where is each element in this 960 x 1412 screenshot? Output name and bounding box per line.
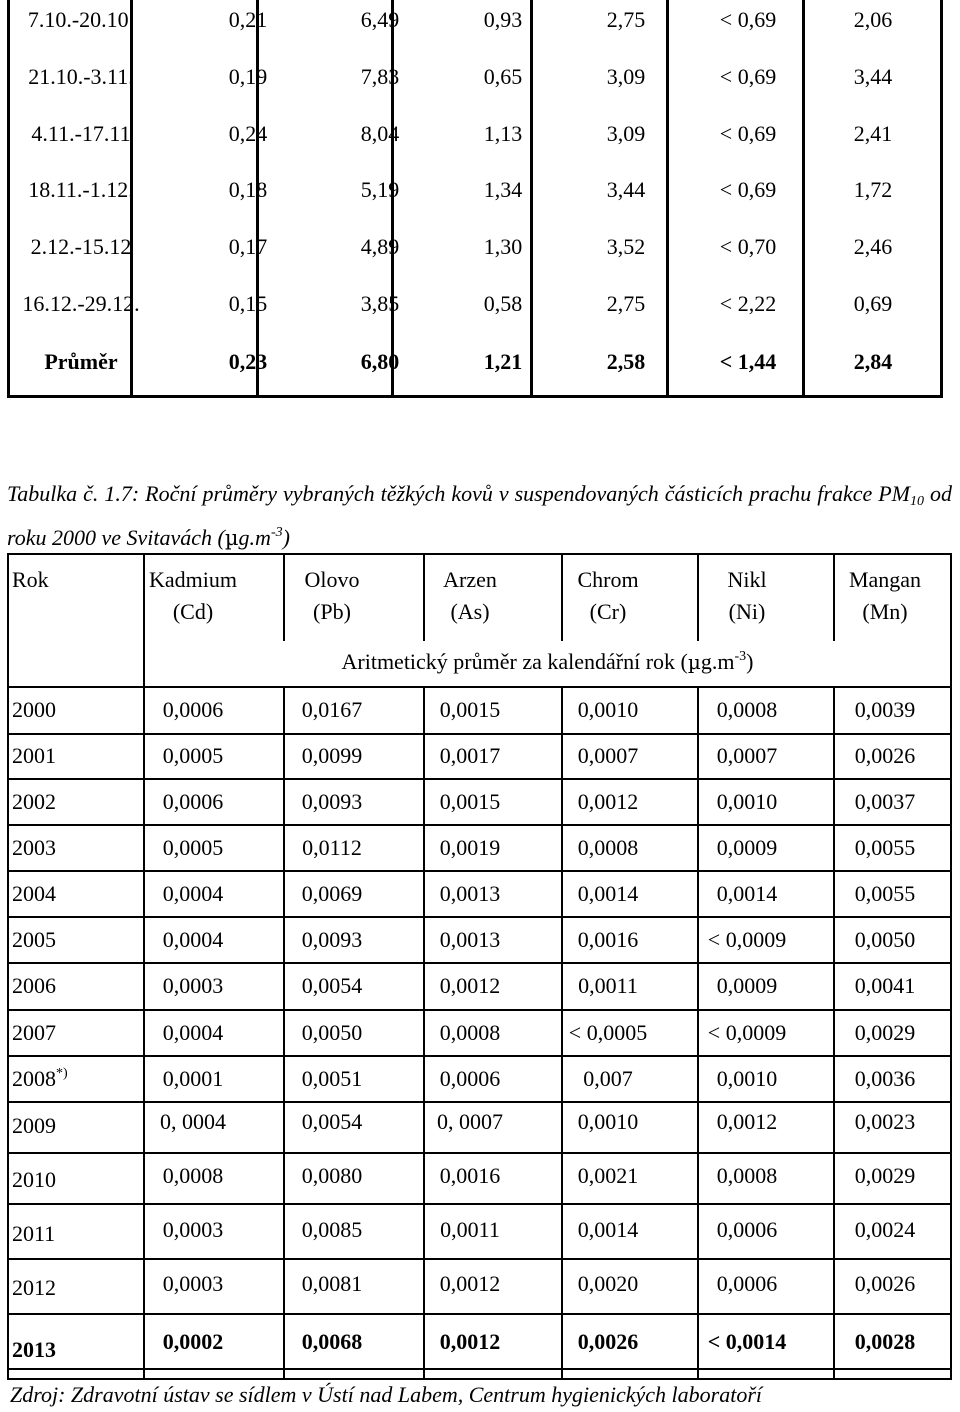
header-mangan: Mangan: [848, 567, 922, 592]
average-value: 2,58: [606, 349, 646, 374]
value-cell: 0,0003: [162, 973, 224, 998]
period-cell: 21.10.-3.11.: [28, 64, 134, 89]
value-cell: 0,0003: [162, 1271, 224, 1296]
year-cell: [12, 1113, 132, 1139]
value-cell: 0,0004: [162, 927, 224, 952]
value-cell: 0,0004: [162, 881, 224, 906]
year-label: 2002: [12, 789, 56, 814]
year-label: 2007: [12, 1020, 56, 1045]
value-cell: < 0,0009: [707, 927, 787, 952]
value-cell: 0,0036: [854, 1066, 916, 1091]
value-cell: 0,0004: [162, 1020, 224, 1045]
caption-exponent: -3: [270, 525, 283, 540]
year-label: 2012: [12, 1275, 56, 1300]
row-divider: [7, 686, 952, 688]
header-symbol: (Mn): [862, 599, 908, 624]
value-cell: 0,0026: [854, 743, 916, 768]
year-cell: [12, 927, 132, 953]
year-label: 2011: [12, 1221, 56, 1246]
average-value: 1,21: [483, 349, 523, 374]
value-cell: 0,0007: [577, 743, 639, 768]
value-cell: 0,0006: [439, 1066, 501, 1091]
value-cell: 0,69: [853, 291, 893, 316]
value-cell: 0,65: [483, 64, 523, 89]
bottom-table: [7, 553, 952, 1380]
value-cell: 0,0005: [162, 743, 224, 768]
row-divider: [7, 1368, 952, 1370]
header-kadmium: Kadmium: [149, 567, 237, 592]
value-cell: 0,007: [583, 1066, 633, 1091]
row-divider: [7, 870, 952, 872]
year-label: 2009: [12, 1113, 56, 1138]
value-cell: 0,0015: [439, 697, 501, 722]
value-cell: 0,0016: [439, 1163, 501, 1188]
year-label: 2008: [12, 1066, 56, 1091]
value-cell: < 0,0005: [568, 1020, 648, 1045]
value-cell: 0,0013: [439, 927, 501, 952]
value-cell: 0,0050: [854, 927, 916, 952]
value-cell: 0,0041: [854, 973, 916, 998]
year-cell: [12, 973, 132, 999]
value-cell: 0,0020: [577, 1271, 639, 1296]
value-cell: 2,75: [606, 291, 646, 316]
year-cell: [12, 1020, 132, 1046]
value-cell: < 0,0009: [707, 1020, 787, 1045]
row-divider: [7, 778, 952, 780]
value-cell: 0,0029: [854, 1163, 916, 1188]
value-cell: 7,83: [360, 64, 400, 89]
value-cell: 0,0016: [577, 927, 639, 952]
value-cell: 1,34: [483, 177, 523, 202]
value-cell: 0,0023: [854, 1109, 916, 1134]
value-cell: 0,0001: [162, 1066, 224, 1091]
table-caption: [7, 476, 952, 556]
column-divider: [7, 553, 9, 1380]
value-cell: 0,0026: [577, 1329, 639, 1354]
value-cell: 0,0054: [301, 973, 363, 998]
value-cell: < 0,69: [719, 64, 777, 89]
row-divider: [7, 916, 952, 918]
value-cell: 8,04: [360, 121, 400, 146]
year-cell: [12, 881, 132, 907]
value-cell: 0,0003: [162, 1217, 224, 1242]
year-cell: [12, 1167, 132, 1193]
value-cell: 1,72: [853, 177, 893, 202]
value-cell: 2,75: [606, 7, 646, 32]
average-value: 6,80: [360, 349, 400, 374]
caption-text-2: od roku 2000 ve Svitavách (: [7, 481, 953, 550]
value-cell: 1,13: [483, 121, 523, 146]
value-cell: 0,0010: [577, 697, 639, 722]
value-cell: 0,0006: [162, 697, 224, 722]
value-cell: 0,0008: [716, 697, 778, 722]
value-cell: 3,09: [606, 121, 646, 146]
header-rok: Rok: [12, 567, 49, 592]
value-cell: 6,49: [360, 7, 400, 32]
value-cell: 3,85: [360, 291, 400, 316]
header-symbol: (Ni): [728, 599, 766, 624]
value-cell: 0,58: [483, 291, 523, 316]
value-cell: 0,24: [228, 121, 268, 146]
row-divider: [7, 553, 952, 555]
value-cell: 0,0024: [854, 1217, 916, 1242]
period-cell: 16.12.-29.12.: [22, 291, 140, 316]
value-cell: 0,0068: [301, 1329, 363, 1354]
value-cell: < 0,69: [719, 177, 777, 202]
value-cell: 0,0037: [854, 789, 916, 814]
average-value: 0,23: [228, 349, 268, 374]
value-cell: < 0,69: [719, 121, 777, 146]
value-cell: 0,0093: [301, 789, 363, 814]
value-cell: 4,89: [360, 234, 400, 259]
row-divider: [7, 1101, 952, 1103]
value-cell: 0,0008: [716, 1163, 778, 1188]
value-cell: 0,0081: [301, 1271, 363, 1296]
header-symbol: (Pb): [313, 599, 351, 624]
subheader-close: ): [746, 649, 754, 674]
value-cell: 0,0009: [716, 973, 778, 998]
value-cell: 2,41: [853, 121, 893, 146]
year-cell: [12, 1275, 132, 1301]
value-cell: 0,0021: [577, 1163, 639, 1188]
value-cell: 0,0017: [439, 743, 501, 768]
value-cell: 0,19: [228, 64, 268, 89]
year-label: 2010: [12, 1167, 56, 1192]
value-cell: 0,0010: [716, 789, 778, 814]
value-cell: 0,0012: [577, 789, 639, 814]
caption-unit: g.m: [238, 525, 271, 550]
value-cell: 0,0014: [716, 881, 778, 906]
value-cell: < 2,22: [719, 291, 777, 316]
value-cell: 0,0002: [162, 1329, 224, 1354]
value-cell: 0,0055: [854, 881, 916, 906]
value-cell: < 0,0014: [707, 1329, 787, 1354]
column-divider: [950, 553, 952, 1380]
caption-text: Tabulka č. 1.7: Roční průměry vybraných těžkých kovů v suspendovaných částicích prachu frakce PM: [7, 481, 911, 506]
value-cell: 0,0006: [716, 1271, 778, 1296]
period-cell: 7.10.-20.10.: [27, 7, 135, 32]
top-table: [7, 0, 943, 398]
year-label: 2004: [12, 881, 56, 906]
row-divider: [7, 824, 952, 826]
year-label: 2000: [12, 697, 56, 722]
value-cell: 0,0085: [301, 1217, 363, 1242]
row-divider: [7, 1258, 952, 1260]
row-divider: [7, 1055, 952, 1057]
header-symbol: (As): [450, 599, 490, 624]
value-cell: 0,0112: [302, 835, 362, 860]
value-cell: 0,0012: [716, 1109, 778, 1134]
subheader-text: Aritmetický průměr za kalendářní rok (: [341, 649, 688, 674]
value-cell: 0,0015: [439, 789, 501, 814]
source-note: Zdroj: Zdravotní ústav se sídlem v Ústí nad Labem, Centrum hygienických laboratoří: [10, 1382, 763, 1407]
value-cell: 3,52: [606, 234, 646, 259]
value-cell: 0,21: [228, 7, 268, 32]
year-label: 2013: [12, 1337, 56, 1362]
caption-pm-subscript: 10: [910, 494, 925, 509]
row-divider: [7, 1009, 952, 1011]
value-cell: 0, 0004: [160, 1109, 226, 1134]
caption-close: ): [282, 525, 290, 550]
year-label: 2006: [12, 973, 56, 998]
value-cell: 0,0019: [439, 835, 501, 860]
value-cell: < 0,70: [719, 234, 777, 259]
value-cell: 0,0055: [854, 835, 916, 860]
value-cell: 0,0011: [440, 1217, 500, 1242]
year-cell: [12, 835, 132, 861]
value-cell: 3,44: [606, 177, 646, 202]
value-cell: 0,0054: [301, 1109, 363, 1134]
row-divider: [7, 1203, 952, 1205]
period-cell: 2.12.-15.12: [30, 234, 132, 259]
header-chrom: Chrom: [577, 567, 639, 592]
value-cell: 2,06: [853, 7, 893, 32]
average-value: < 1,44: [719, 349, 777, 374]
header-arzen: Arzen: [443, 567, 497, 592]
average-value: 2,84: [853, 349, 893, 374]
value-cell: 0,0012: [439, 1329, 501, 1354]
value-cell: 0,17: [228, 234, 268, 259]
value-cell: 0,0028: [854, 1329, 916, 1354]
value-cell: 0,0008: [439, 1020, 501, 1045]
value-cell: < 0,69: [719, 7, 777, 32]
column-divider: [143, 553, 145, 1380]
value-cell: 0,0007: [716, 743, 778, 768]
value-cell: 0,0099: [301, 743, 363, 768]
value-cell: 0,0093: [301, 927, 363, 952]
year-cell: [12, 1221, 132, 1247]
year-label: 2001: [12, 743, 56, 768]
unit-subheader: [143, 649, 952, 675]
value-cell: 0,0029: [854, 1020, 916, 1045]
header-symbol: (Cr): [589, 599, 627, 624]
value-cell: 0, 0007: [437, 1109, 503, 1134]
value-cell: 0,0010: [716, 1066, 778, 1091]
value-cell: 3,44: [853, 64, 893, 89]
average-label: Průměr: [44, 349, 118, 374]
subheader-mu: µ: [687, 650, 701, 674]
value-cell: 0,0006: [162, 789, 224, 814]
value-cell: 0,0012: [439, 1271, 501, 1296]
value-cell: 0,0008: [162, 1163, 224, 1188]
value-cell: 0,0011: [578, 973, 638, 998]
value-cell: 0,18: [228, 177, 268, 202]
caption-mu: µ: [224, 526, 239, 550]
value-cell: 0,0012: [439, 973, 501, 998]
value-cell: 0,0051: [301, 1066, 363, 1091]
value-cell: 0,0080: [301, 1163, 363, 1188]
value-cell: 2,46: [853, 234, 893, 259]
row-divider: [7, 733, 952, 735]
subheader-unit: g.m: [700, 649, 735, 674]
year-cell: [12, 697, 132, 723]
value-cell: 0,0014: [577, 1217, 639, 1242]
value-cell: 0,0167: [301, 697, 363, 722]
value-cell: 0,0026: [854, 1271, 916, 1296]
value-cell: 0,0014: [577, 881, 639, 906]
row-divider: [7, 962, 952, 964]
year-cell: [12, 789, 132, 815]
value-cell: 0,0005: [162, 835, 224, 860]
value-cell: 3,09: [606, 64, 646, 89]
row-divider: [7, 1313, 952, 1315]
year-cell: [12, 743, 132, 769]
value-cell: 0,0008: [577, 835, 639, 860]
value-cell: 0,93: [483, 7, 523, 32]
table-bottom-border: [7, 1378, 952, 1380]
value-cell: 0,0013: [439, 881, 501, 906]
value-cell: 5,19: [360, 177, 400, 202]
year-cell: [12, 1066, 132, 1092]
row-divider: [7, 1152, 952, 1154]
subheader-exponent: -3: [734, 649, 747, 664]
value-cell: 0,0009: [716, 835, 778, 860]
value-cell: 0,0039: [854, 697, 916, 722]
value-cell: 0,0010: [577, 1109, 639, 1134]
header-nikl: Nikl: [727, 567, 767, 592]
year-label: 2003: [12, 835, 56, 860]
value-cell: 0,0069: [301, 881, 363, 906]
year-footnote-mark: *): [56, 1066, 68, 1081]
header-olovo: Olovo: [304, 567, 360, 592]
value-cell: 0,0050: [301, 1020, 363, 1045]
value-cell: 0,15: [228, 291, 268, 316]
period-cell: 18.11.-1.12.: [28, 177, 134, 202]
header-symbol: (Cd): [172, 599, 214, 624]
year-cell: [12, 1337, 132, 1363]
year-label: 2005: [12, 927, 56, 952]
value-cell: 0,0006: [716, 1217, 778, 1242]
value-cell: 1,30: [483, 234, 523, 259]
period-cell: 4.11.-17.11: [31, 121, 131, 146]
